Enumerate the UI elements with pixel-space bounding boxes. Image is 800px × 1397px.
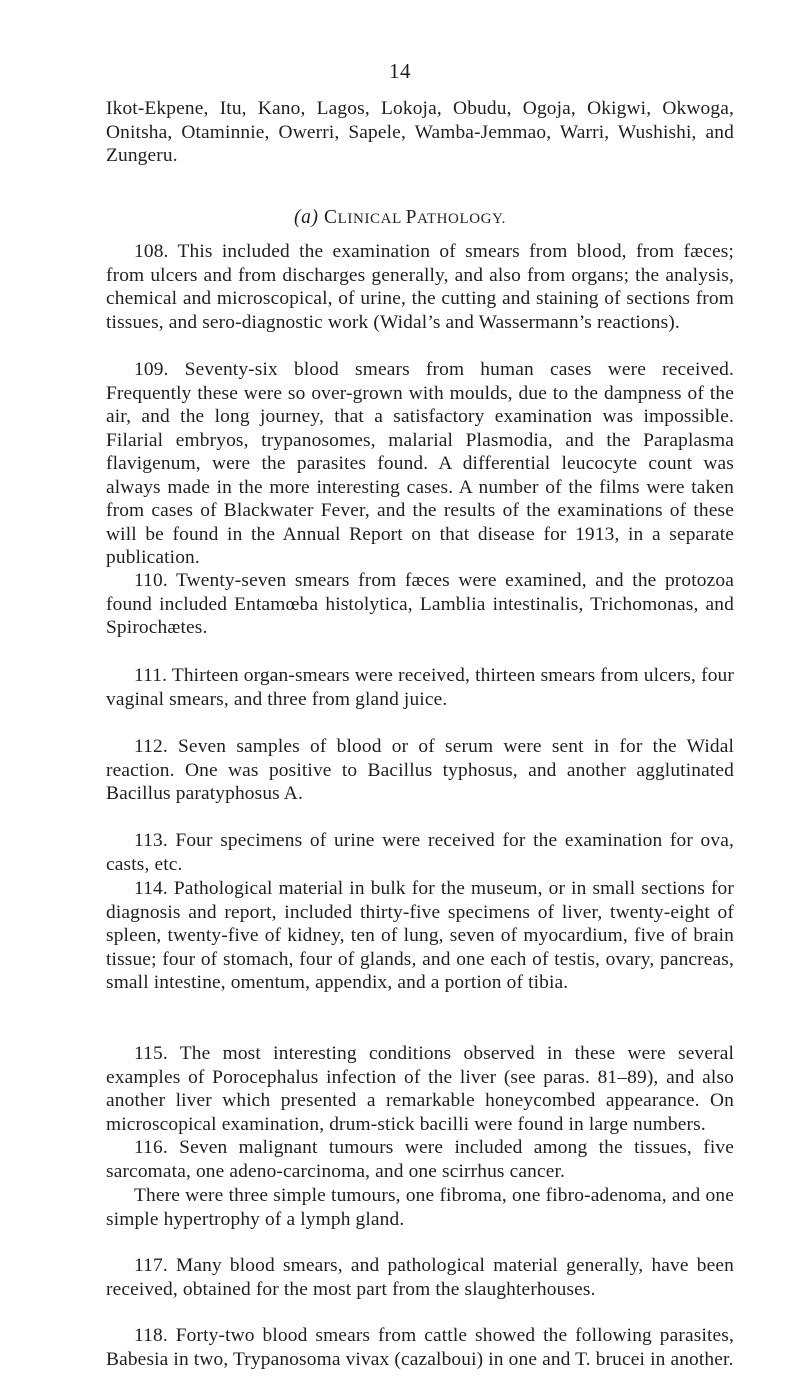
paragraph-text: 108. This included the examination of smears from blood, from fæces; from ulcers and from discharges generally, and also from organs; the analysis, chemical and microscopical, of urine, the cutting and staining of sections from tissues, and sero-diagnostic work (Widal’s and Wassermann’s reactions). xyxy=(106,241,734,333)
paragraph-111 xyxy=(106,664,734,711)
section-heading-initial: C xyxy=(324,207,338,228)
paragraph-text: 111. Thirteen organ-smears were received, thirteen smears from ulcers, four vaginal smears, and three from gland juice. xyxy=(106,665,734,710)
section-heading-letter: (a) xyxy=(294,207,319,228)
paragraph-text: 112. Seven samples of blood or of serum were sent in for the Widal reaction. One was positive to Bacillus typhosus, and another agglutinated Bacillus paratyphosus A. xyxy=(106,736,734,804)
paragraph-text: There were three simple tumours, one fibroma, one fibro-adenoma, and one simple hypertrophy of a lymph gland. xyxy=(106,1185,734,1230)
paragraph-text: 118. Forty-two blood smears from cattle showed the following parasites, Babesia in two, Trypanosoma vivax (cazalboui) in one and T. brucei in another. xyxy=(106,1325,734,1370)
section-heading-initial-2: P xyxy=(405,207,418,228)
paragraph-117 xyxy=(106,1254,734,1301)
section-heading xyxy=(0,207,800,229)
paragraph-110 xyxy=(106,569,734,640)
section-heading-rest: LINICAL xyxy=(337,211,406,227)
paragraph-text: 116. Seven malignant tumours were included among the tissues, five sarcomata, one adeno-carcinoma, and one scirrhus cancer. xyxy=(106,1137,734,1182)
paragraph-text: 115. The most interesting conditions observed in these were several examples of Porocephalus infection of the liver (see paras. 81–89), and also another liver which presented a remarkable honeycombed appearance. On microscopical examination, drum-stick bacilli were found in large numbers. xyxy=(106,1043,734,1135)
paragraph-text: 117. Many blood smears, and pathological material generally, have been received, obtained for the most part from the slaughterhouses. xyxy=(106,1255,734,1300)
paragraph-text: 114. Pathological material in bulk for the museum, or in small sections for diagnosis and report, included thirty-five specimens of liver, twenty-eight of spleen, twenty-five of kidney, ten of lung, seven of myocardium, five of brain tissue; four of stomach, four of glands, and one each of testis, ovary, pancreas, small intestine, omentum, appendix, and a portion of tibia. xyxy=(106,878,734,993)
paragraph-118 xyxy=(106,1324,734,1371)
paragraph-113 xyxy=(106,829,734,876)
paragraph-116 xyxy=(106,1136,734,1183)
paragraph-112 xyxy=(106,735,734,806)
paragraph-114 xyxy=(106,877,734,995)
paragraph-text: 113. Four specimens of urine were received for the examination for ova, casts, etc. xyxy=(106,830,734,875)
place-list-paragraph: Ikot-Ekpene, Itu, Kano, Lagos, Lokoja, Obudu, Ogoja, Okigwi, Okwoga, Onitsha, Otaminnie, Owerri, Sapele, Wamba-Jemmao, Warri, Wushishi, and Zungeru. xyxy=(106,98,734,166)
section-heading-rest-2: ATHOLOGY. xyxy=(417,211,506,227)
paragraph-109 xyxy=(106,358,734,570)
paragraph-115 xyxy=(106,1042,734,1136)
paragraph-108 xyxy=(106,240,734,334)
page-number: 14 xyxy=(389,59,411,83)
paragraph-text: 109. Seventy-six blood smears from human cases were received. Frequently these were so over-grown with moulds, due to the dampness of the air, and the long journey, that a satisfactory examination was impossible. Filarial embryos, trypanosomes, malarial Plasmodia, and the Paraplasma flavigenum, were the parasites found. A differential leucocyte count was always made in the more interesting cases. A number of the films were taken from cases of Blackwater Fever, and the results of the examinations of these will be found in the Annual Report on that disease for 1913, in a separate publication. xyxy=(106,359,734,568)
paragraph-116-continued xyxy=(106,1184,734,1231)
paragraph-text: 110. Twenty-seven smears from fæces were examined, and the protozoa found included Entamœba histolytica, Lamblia intestinalis, Trichomonas, and Spirochætes. xyxy=(106,570,734,638)
